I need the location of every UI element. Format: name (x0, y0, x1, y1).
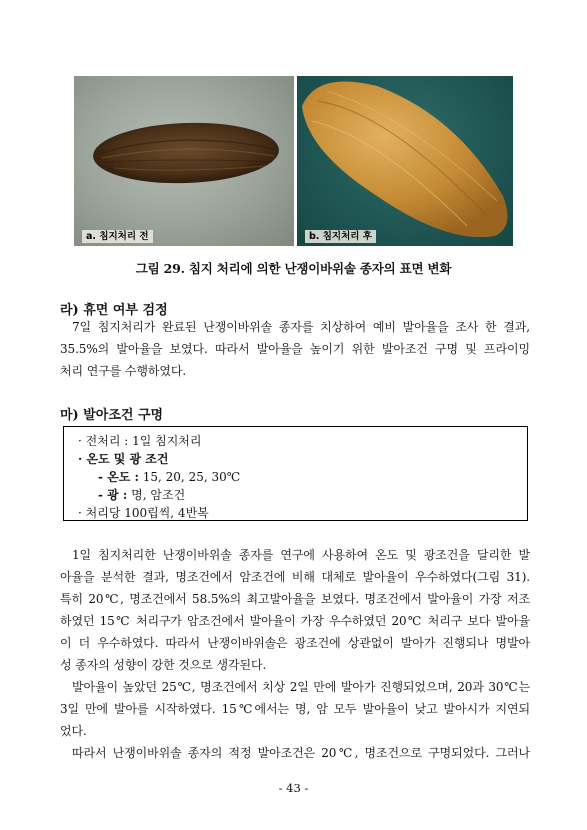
paragraph-germination (60, 544, 530, 764)
page-number: - 43 - (278, 781, 309, 795)
paragraph-line: 이 더 우수하였다. 따라서 난쟁이바위솔은 광조건에 상관없이 발아가 진행되나 명발아 (60, 636, 530, 650)
section-heading-dormancy: 라) 휴면 여부 검정 (60, 303, 168, 318)
paragraph-line: 성 종자의 성향이 강한 것으로 생각된다. (60, 658, 267, 672)
paragraph-line: 3일 만에 발아를 시작하였다. 15℃에서는 명, 암 모두 발아율이 낮고 발아시가 지연되 (60, 702, 530, 716)
light-item (98, 486, 185, 503)
per-treatment-item: · 처리당 100립씩, 4반복 (78, 506, 209, 520)
paragraph-line: 1일 침지처리한 난쟁이바위솔 종자를 연구에 사용하여 온도 및 광조건을 달리한 발 (72, 548, 530, 562)
seed-before-image (74, 76, 294, 246)
temperature-label: - 온도 : (98, 470, 139, 484)
paragraph-line: 처리 연구를 수행하였다. (60, 364, 187, 378)
pretreatment-item: · 전처리 : 1일 침지처리 (78, 434, 202, 448)
figure-29 (74, 76, 513, 246)
temperature-item (98, 468, 240, 485)
seed-after-image (297, 76, 513, 246)
photo-label-after: b. 침지처리 후 (305, 230, 376, 243)
paragraph-line: 35.5%의 발아율을 보였다. 따라서 발아율을 높이기 위한 발아조건 구명 및 프라이밍 (60, 342, 530, 356)
temp-light-item: · 온도 및 광 조건 (78, 452, 169, 466)
paragraph-line: 발아율이 높았던 25℃, 명조건에서 치상 2일 만에 발아가 진행되었으며, 20과 30℃는 (72, 680, 530, 694)
paragraph-line: 7일 침지처리가 완료된 난쟁이바위솔 종자를 치상하여 예비 발아율을 조사 한 결과, (72, 320, 530, 334)
paragraph-line: 었다. (60, 724, 87, 738)
temperature-value: 15, 20, 25, 30℃ (138, 470, 241, 484)
paragraph-line: 따라서 난쟁이바위솔 종자의 적정 발아조건은 20℃, 명조건으로 구명되었다. 그러나 (72, 746, 530, 760)
light-value: 명, 암조건 (127, 488, 186, 502)
paragraph-line: 특히 20℃, 명조건에서 58.5%의 최고발아율을 보였다. 명조건에서 발아율이 가장 저조 (60, 592, 530, 606)
section-heading-germination: 마) 발아조건 구명 (60, 408, 164, 423)
seed-photo-before (74, 76, 294, 246)
figure-caption: 그림 29. 침지 처리에 의한 난쟁이바위솔 종자의 표면 변화 (135, 261, 452, 276)
paragraph-dormancy (60, 316, 530, 382)
paragraph-line: 하였던 15℃ 처리구가 암조건에서 발아율이 가장 우수하였던 20℃ 처리구 보다 발아율 (60, 614, 530, 628)
photo-label-before: a. 침지처리 전 (82, 230, 153, 243)
seed-photo-after (297, 76, 513, 246)
conditions-box (63, 426, 528, 521)
light-label: - 광 : (98, 488, 128, 502)
paragraph-line: 아율을 분석한 결과, 명조건에서 암조건에 비해 대체로 발아율이 우수하였다(그림 31). (60, 570, 530, 584)
